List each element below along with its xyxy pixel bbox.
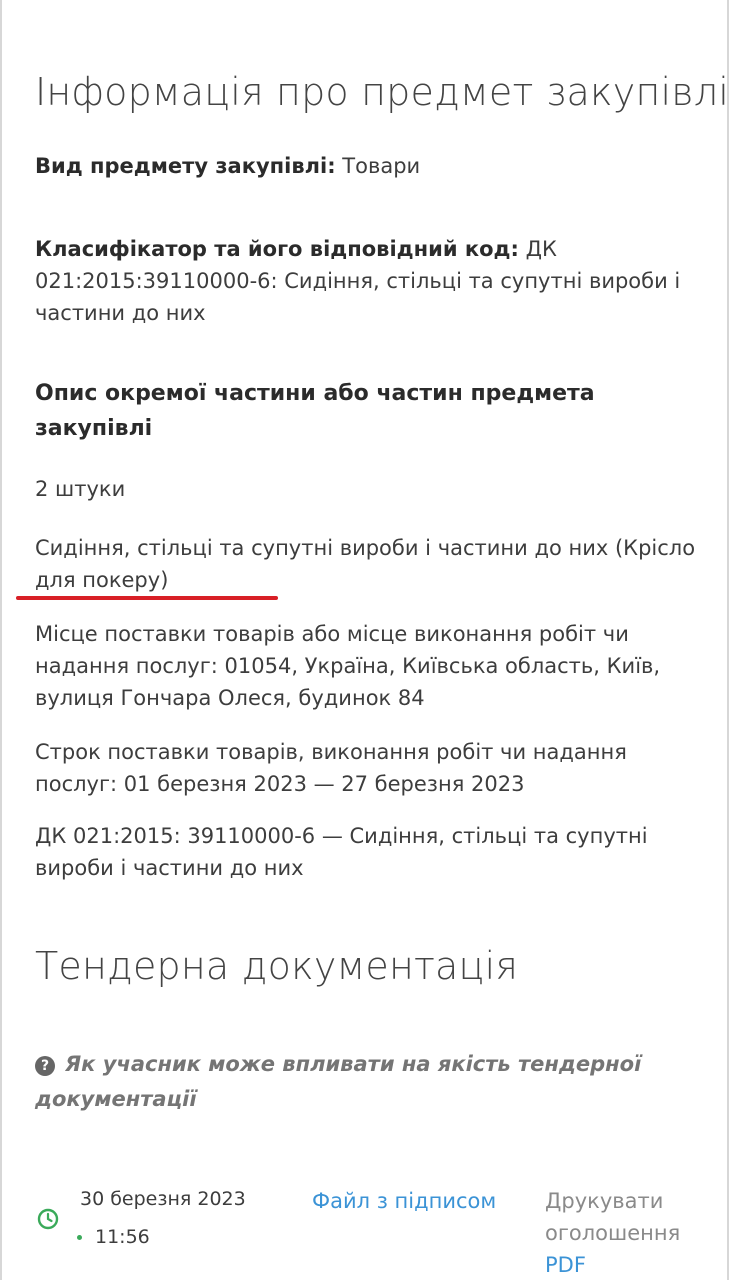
classifier — [35, 233, 705, 329]
print-label: Друкувати оголошення — [545, 1189, 681, 1245]
classifier-value: ДК 021:2015:39110000-6: Сидіння, стільці та супутні вироби і частини до них — [35, 237, 681, 325]
question-circle-icon: ? — [35, 1056, 55, 1076]
document-date: 30 березня 2023 — [80, 1188, 246, 1210]
help-link[interactable] — [35, 1047, 675, 1117]
procurement-type-value: Товари — [342, 154, 421, 178]
bullet-dot — [77, 1235, 82, 1240]
document-row — [35, 1183, 705, 1283]
red-underline-annotation — [16, 596, 278, 600]
clock-icon — [37, 1208, 59, 1230]
help-link-text: Як учасник може впливати на якість тендерної документації — [35, 1052, 642, 1111]
subject-info-title: Інформація про предмет закупівлі — [35, 70, 729, 114]
quantity: 2 штуки — [35, 477, 126, 501]
item-name: Сидіння, стільці та супутні вироби і частини до них (Крісло для покеру) — [35, 536, 696, 592]
description-heading: Опис окремої частини або частин предмета закупівлі — [35, 381, 595, 441]
document-time-value: 11:56 — [95, 1226, 150, 1248]
pdf-link[interactable]: PDF — [545, 1253, 586, 1277]
tender-docs-title: Тендерна документація — [35, 944, 519, 988]
dk-code: ДК 021:2015: 39110000-6 — Сидіння, стільці та супутні вироби і частини до них — [35, 824, 648, 880]
procurement-type-label: Вид предмету закупівлі: — [35, 154, 336, 178]
left-border — [0, 0, 2, 1280]
delivery-term: Строк поставки товарів, виконання робіт чи надання послуг: 01 березня 2023 — 27 березня 2023 — [35, 740, 627, 796]
procurement-type — [35, 150, 705, 182]
signed-file-link[interactable]: Файл з підписом — [312, 1189, 497, 1213]
document-time — [95, 1221, 150, 1253]
print-announcement — [545, 1185, 705, 1281]
delivery-place: Місце поставки товарів або місце виконання робіт чи надання послуг: 01054, Україна, Київська область, Київ, вулиця Гончара Олеся, будинок 84 — [35, 622, 661, 710]
classifier-label: Класифікатор та його відповідний код: — [35, 237, 519, 261]
